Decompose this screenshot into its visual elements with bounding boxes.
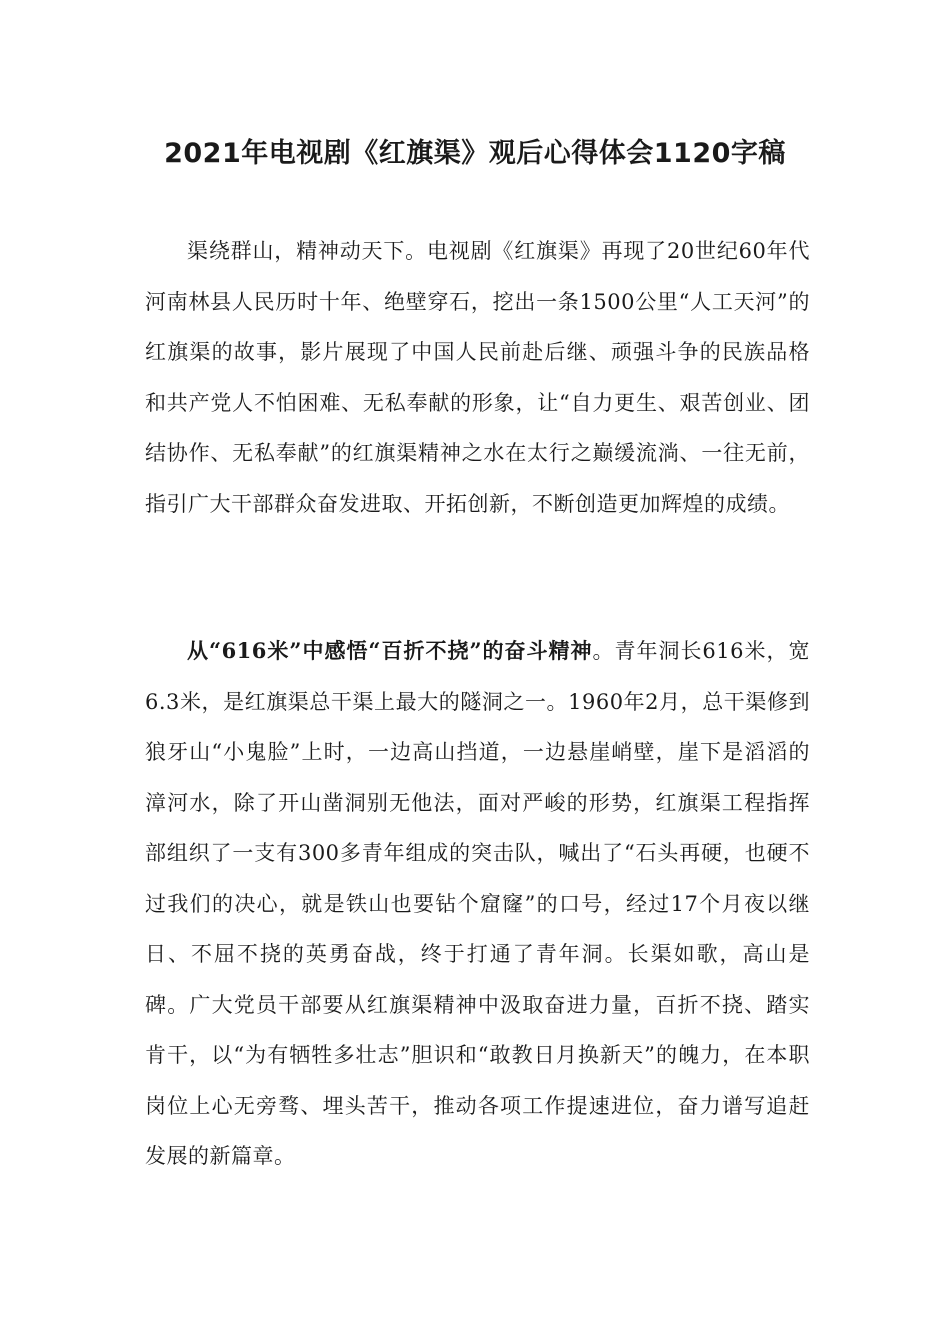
- paragraph-intro: [145, 226, 810, 529]
- paragraph-intro-text: 渠绕群山，精神动天下。电视剧《红旗渠》再现了20世纪60年代河南林县人民历时十年、绝壁穿石，挖出一条1500公里“人工天河”的红旗渠的故事，影片展现了中国人民前赴后继、顽强斗争的民族品格和共产党人不怕困难、无私奉献的形象，让“自力更生、艰苦创业、团结协作、无私奉献”的红旗渠精神之水在太行之巅缓流淌、一往无前，指引广大干部群众奋发进取、开拓创新，不断创造更加辉煌的成绩。: [145, 239, 810, 516]
- section-heading-lead: 从“616米”中感悟“百折不挠”的奋斗精神: [187, 638, 593, 663]
- paragraph-section-1-text: 。青年洞长616米，宽6.3米，是红旗渠总干渠上最大的隧洞之一。1960年2月，总干渠修到狼牙山“小鬼脸”上时，一边高山挡道，一边悬崖峭壁，崖下是滔滔的漳河水，除了开山凿洞别无他法，面对严峻的形势，红旗渠工程指挥部组织了一支有300多青年组成的突击队，喊出了“石头再硬，也硬不过我们的决心，就是铁山也要钻个窟窿”的口号，经过17个月夜以继日、不屈不挠的英勇奋战，终于打通了青年洞。长渠如歌，高山是碑。广大党员干部要从红旗渠精神中汲取奋进力量，百折不挠、踏实肯干，以“为有牺牲多壮志”胆识和“敢教日月换新天”的魄力，在本职岗位上心无旁骛、埋头苦干，推动各项工作提速进位，奋力谱写追赶发展的新篇章。: [145, 639, 810, 1168]
- paragraph-section-1: [145, 626, 810, 1182]
- document-title: 2021年电视剧《红旗渠》观后心得体会1120字稿: [164, 138, 786, 169]
